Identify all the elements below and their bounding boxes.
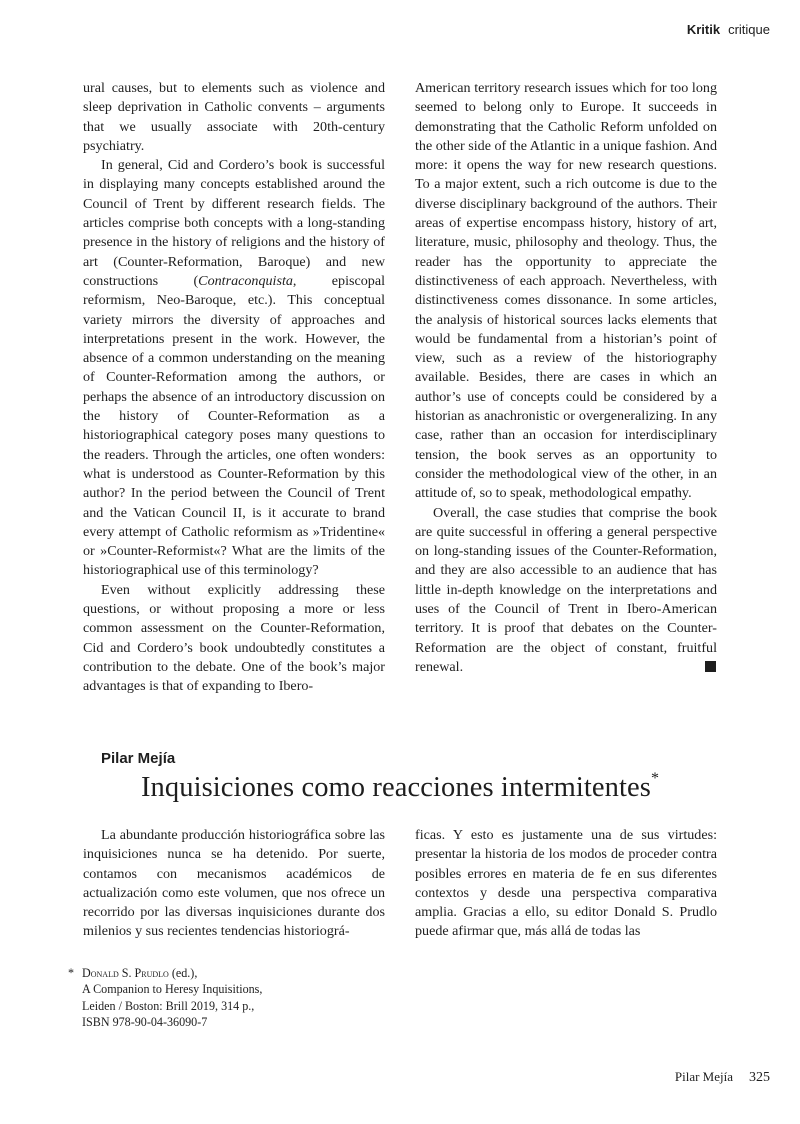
footnote-isbn: ISBN 978-90-04-36090-7	[82, 1014, 208, 1029]
subsection-label: critique	[728, 22, 770, 37]
footnote-editor: Donald S. Prudlo	[82, 966, 169, 980]
running-header	[687, 22, 770, 37]
footnote-publisher: Leiden / Boston: Brill 2019, 314 p.,	[82, 998, 255, 1013]
left-column	[83, 79, 385, 697]
footnote-editor-suffix: (ed.),	[168, 966, 198, 980]
footnote-book-title: A Companion to Heresy Inquisitions,	[82, 982, 263, 997]
footnote	[68, 965, 262, 1030]
paragraph: Overall, the case studies that comprise the book are quite successful in offering a general perspective on long-standing issues of the Counter-Reformation, and they are also accessible to an audience that has little in-depth knowledge on the interpretations and uses of the Council of Trent in Ibero-American territory. It is proof that debates on the Counter-Reformation are the object of constant, fruitful renewal.	[415, 504, 717, 675]
review-left-column	[83, 826, 385, 942]
footnote-editor-line	[82, 965, 262, 981]
end-of-article-mark	[705, 661, 716, 672]
section-label: Kritik	[686, 22, 721, 37]
review-author: Pilar Mejía	[101, 750, 176, 767]
paragraph: ficas. Y esto es justamente una de sus virtudes: presentar la historia de los modos de proceder contra posibles errores en materia de fe en sus diferentes contextos y desde una perspectiva comparativa amplia. Gracias a ello, su editor Donald S. Prudlo puede afirmar que, más allá de todas las	[415, 827, 717, 940]
review-right-column	[415, 826, 717, 942]
footnote-reference[interactable]: *	[650, 770, 660, 787]
paragraph: In general, Cid and Cordero’s book is successful in displaying many concepts established around the Council of Trent by different research fields. The articles comprise both concepts with a long-standing presence in the history of religions and the history of art (Counter-Reformation, Baroque) and new constructions (Contraconquista, episcopal reformism, Neo-Baroque, etc.). This conceptual variety mirrors the diversity of approaches and interpretations present in the work. However, the absence of a common understanding on the meaning of Counter-Reformation among the authors, or perhaps the absence of an introductory discussion on the history of Counter-Reformation as a historiographical category poses many questions to the readers. Through the articles, one often wonders: what is understood as Counter-Reformation by this author? In the period between the Council of Trent and the Vatican Council II, is it accurate to brand every attempt of Catholic reformism as »Tridentine« or »Counter-Reformist«? What are the limits of the historiographical use of this terminology?	[83, 157, 385, 579]
page-number: 325	[749, 1070, 770, 1085]
right-column	[415, 79, 717, 677]
paragraph: Even without explicitly addressing these questions, or without proposing a more or less common assessment on the Counter-Reformation, Cid and Cordero’s book undoubtedly constitutes a contribution to the debate. One of the book’s major advantages is that of expanding to Ibero-	[83, 581, 385, 695]
review-title-text: Inquisiciones como reacciones intermitentes	[140, 772, 651, 803]
footer-author: Pilar Mejía	[674, 1069, 733, 1084]
review-title	[0, 770, 800, 804]
paragraph: La abundante producción historiográfica sobre las inquisiciones nunca se ha detenido. Por suerte, contamos con mecanismos académicos de actualización como este volumen, que nos ofrece un recorrido por las diversas inquisiciones durante dos milenios y sus recientes tendencias historiográ-	[83, 827, 385, 940]
paragraph: American territory research issues which for too long seemed to belong only to Europe. It succeeds in demonstrating that the Catholic Reform unfolded on the other side of the Atlantic in a unique fashion. And more: it opens the way for new research questions. To a major extent, such a rich outcome is due to the diverse disciplinary background of the authors. Their areas of expertise encompass history, history of art, literature, music, philosophy and theology. Thus, the reader has the opportunity to appreciate the distinctiveness of each approach. Nevertheless, with distinctiveness comes dissonance. In some articles, the analysis of historical sources lacks elements that would be fundamental from a historian’s point of view, such as a review of the historiography available. Besides, there are cases in which an author’s use of concepts could be considered by a historian as anachronistic or overgeneralizing. In any case, rather than an occasion for interdisciplinary tension, the book serves as an opportunity to consider the methodological view of the other, in an attitude of, so to speak, methodological empathy.	[415, 80, 717, 502]
footnote-mark: *	[68, 966, 75, 980]
page-footer	[675, 1069, 770, 1086]
paragraph: ural causes, but to elements such as violence and sleep deprivation in Catholic convents – arguments that we usually associate with 20th-century psychiatry.	[83, 80, 385, 154]
